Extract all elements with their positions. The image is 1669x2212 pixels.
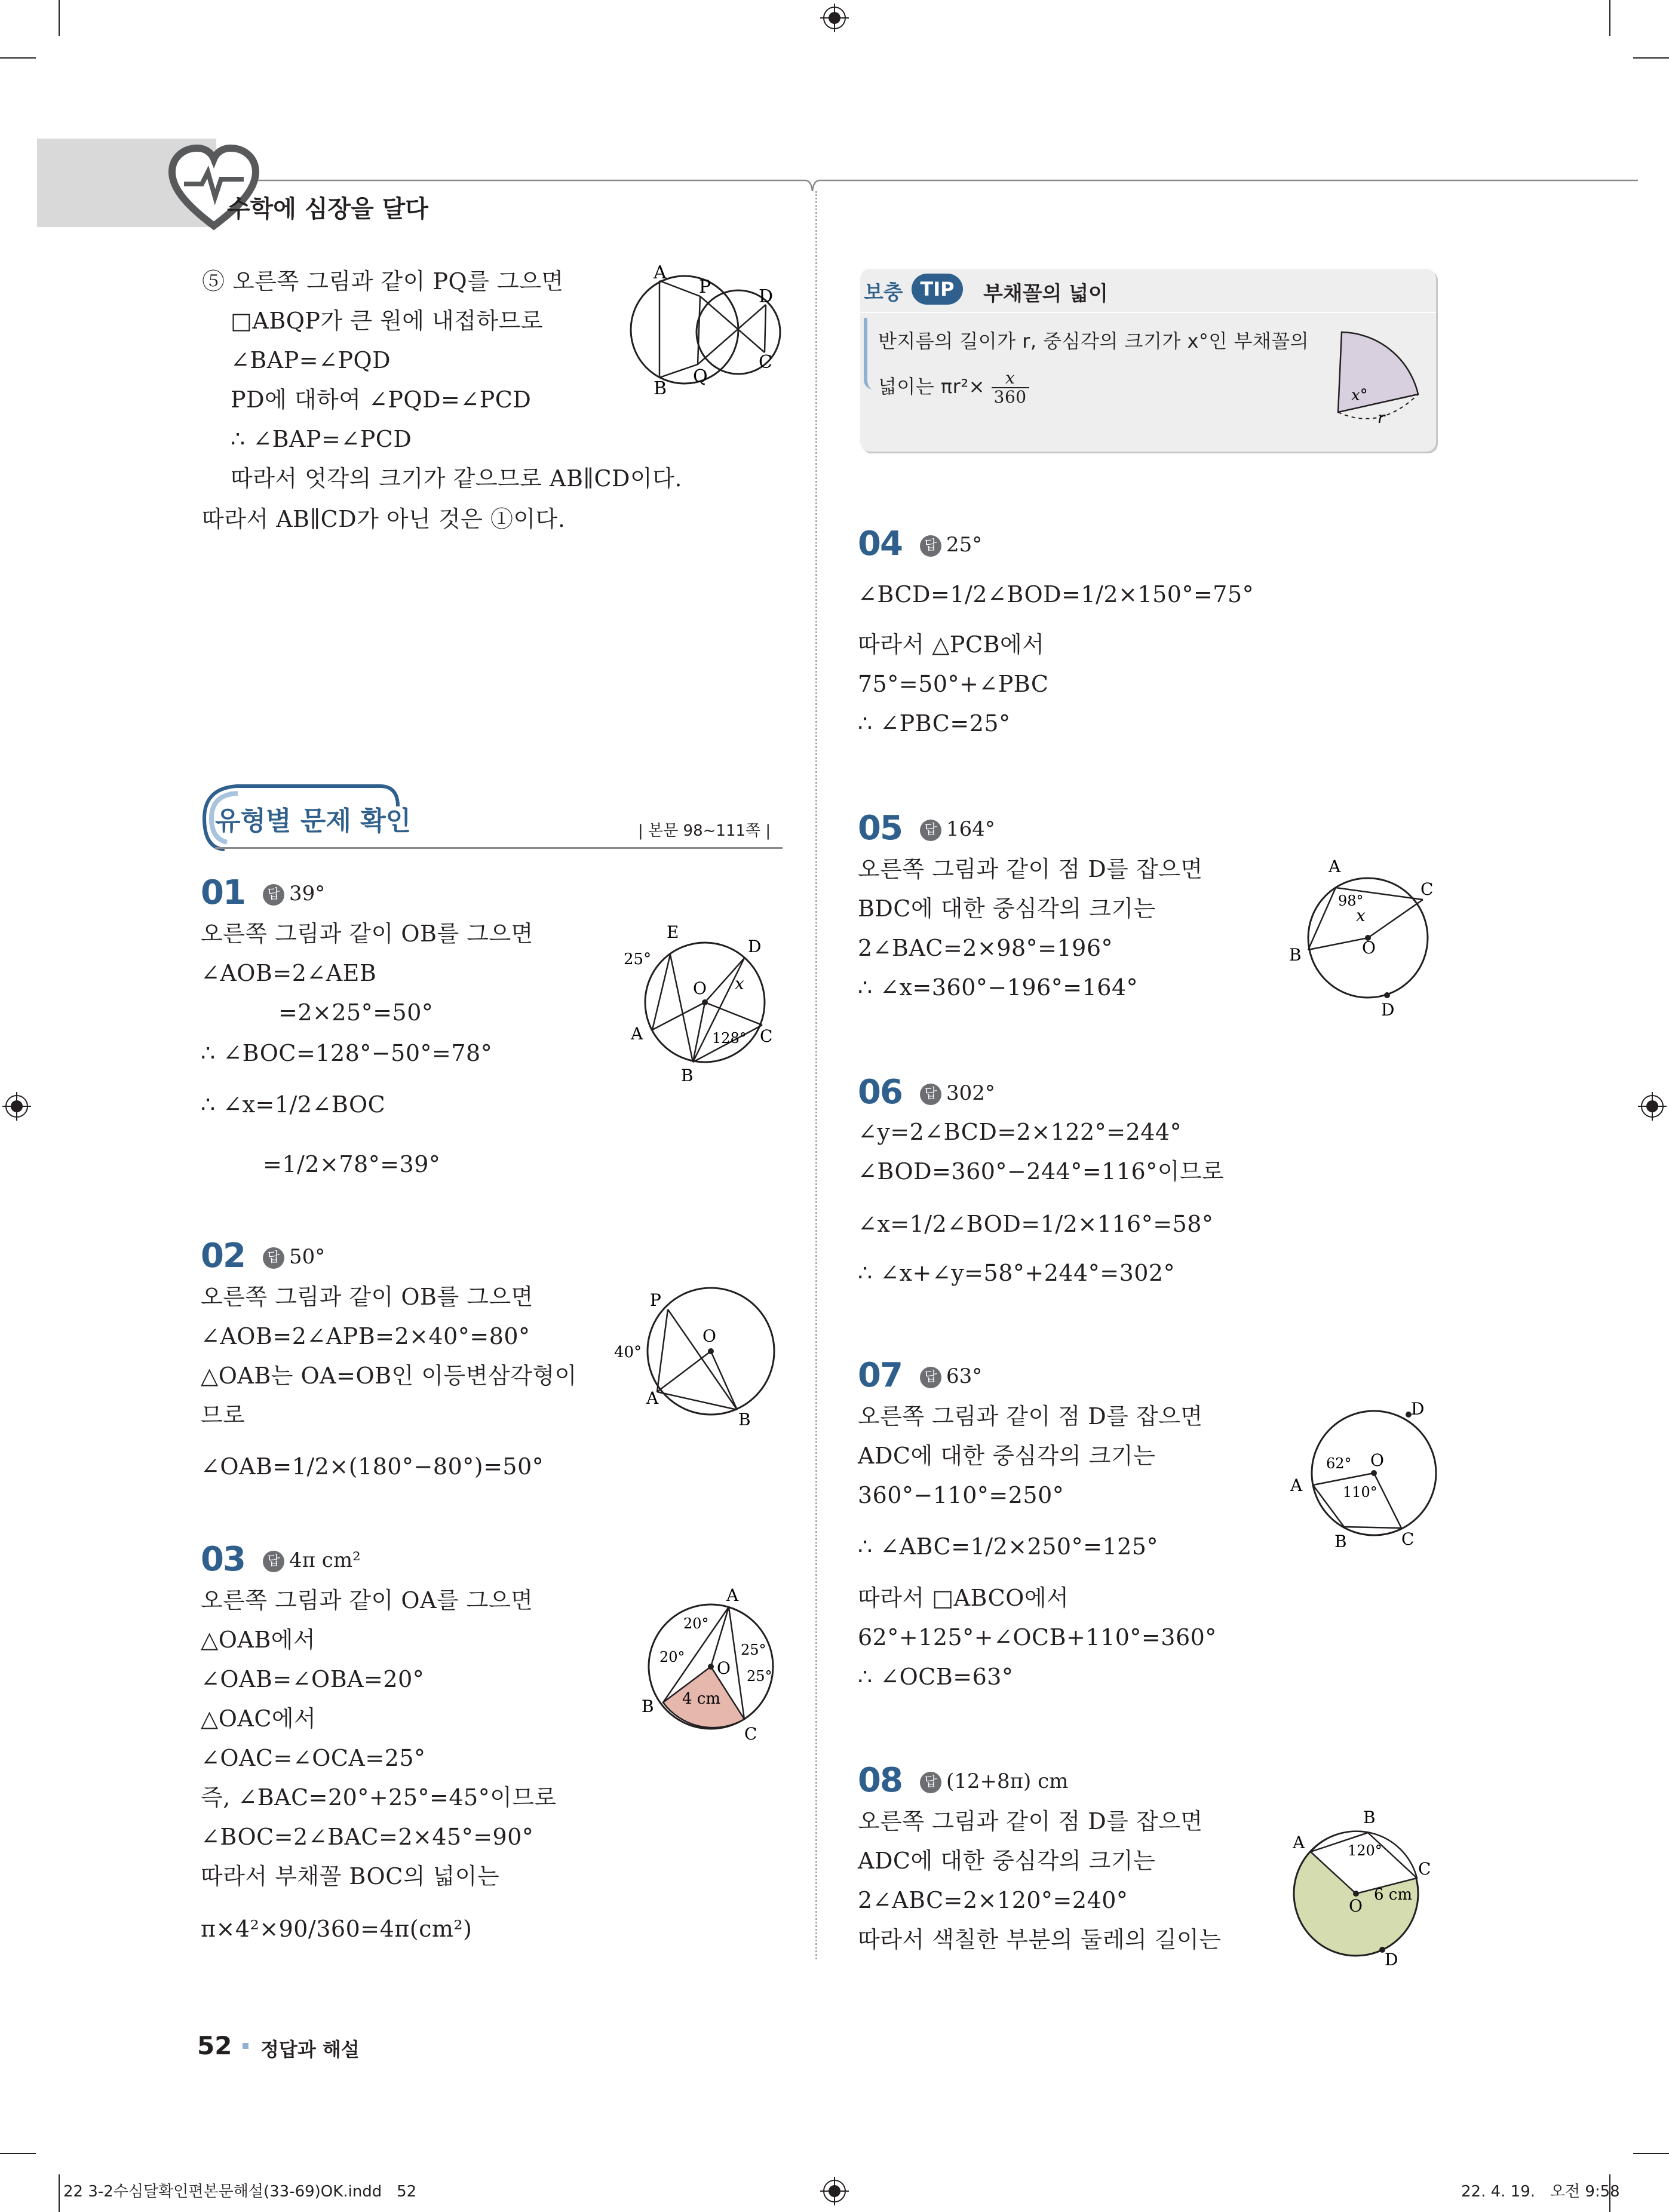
fig5-label: D	[759, 286, 774, 307]
fig05-label: 98°	[1338, 892, 1364, 909]
crop-mark	[0, 2153, 36, 2154]
fig01-label: D	[748, 937, 762, 956]
fig08-label: D	[1385, 1950, 1398, 1965]
fig07-label: D	[1411, 1399, 1425, 1419]
solution-line: 따라서 △PCB에서	[858, 631, 1045, 658]
fig03-label: 4 cm	[682, 1690, 721, 1708]
solution-line: ∠y=2∠BCD=2×122°=244°	[858, 1119, 1182, 1145]
fig01-label: E	[667, 922, 679, 942]
tip-frac-num: x	[992, 369, 1029, 388]
answer	[920, 817, 995, 841]
fig03-label: A	[726, 1585, 739, 1605]
fig05-label: C	[1421, 879, 1434, 899]
answer-badge: 답	[920, 1084, 941, 1105]
solution-line: ∠x=1/2∠BOD=1/2×116°=58°	[858, 1211, 1214, 1237]
fig03-label: 20°	[683, 1615, 709, 1632]
fig01-label: x	[735, 974, 744, 993]
solution-line: ∠AOB=2∠AEB	[201, 960, 377, 986]
figure-01	[621, 920, 789, 1087]
fig03-label: B	[642, 1696, 654, 1716]
fig07-label: 110°	[1343, 1484, 1377, 1501]
section-ref-text: 본문 98~111쪽	[648, 822, 761, 840]
answer	[920, 1364, 982, 1388]
solution-line: ∠BOC=2∠BAC=2×45°=90°	[201, 1824, 534, 1850]
fig08-label: C	[1418, 1859, 1431, 1879]
problem-number: 08	[858, 1761, 902, 1800]
fig01-label: 128°	[712, 1030, 747, 1047]
solution-line: 360°−110°=250°	[858, 1482, 1064, 1508]
intro-line: ⑤ 오른쪽 그림과 같이 PQ를 그으면	[202, 268, 564, 294]
answer-badge: 답	[920, 820, 941, 841]
solution-line: △OAC에서	[201, 1705, 317, 1732]
section-ref: | 본문 98~111쪽 |	[638, 822, 771, 840]
brand-title: 수학에 심장을 달다	[227, 195, 428, 223]
fig5-label: B	[654, 378, 667, 399]
answer-value: 302°	[946, 1081, 995, 1105]
solution-line: ∠BOD=360°−244°=116°이므로	[858, 1158, 1225, 1185]
intro-line: 따라서 엇각의 크기가 같으므로 AB∥CD이다.	[231, 465, 682, 492]
solution-line: △OAB에서	[201, 1627, 316, 1653]
figure-03	[633, 1583, 789, 1744]
answer-value: 4π cm²	[289, 1548, 361, 1572]
registration-mark-bottom	[820, 2177, 849, 2205]
solution-line: ∠OAC=∠OCA=25°	[201, 1745, 426, 1771]
solution-line: ∴ ∠OCB=63°	[858, 1664, 1014, 1690]
fig08-label: A	[1293, 1833, 1305, 1852]
solution-line: △OAB는 OA=OB인 이등변삼각형이	[201, 1363, 577, 1389]
problem-number: 06	[858, 1073, 902, 1112]
fig05-label: O	[1362, 938, 1376, 958]
fig07-label: A	[1290, 1475, 1303, 1495]
tip-fraction	[992, 369, 1029, 406]
solution-line: ADC에 대한 중심각의 크기는	[858, 1848, 1156, 1874]
solution-line: BDC에 대한 중심각의 크기는	[858, 895, 1156, 922]
footer-square	[243, 2043, 248, 2049]
answer-badge: 답	[263, 1247, 284, 1269]
solution-line: π×4²×90/360=4π(cm²)	[201, 1916, 473, 1942]
fig01-label: A	[631, 1024, 643, 1044]
answer	[920, 1081, 995, 1105]
fig08-label: B	[1363, 1808, 1376, 1827]
tip-line2	[878, 369, 1029, 406]
fig07-label: C	[1401, 1529, 1415, 1549]
answer	[263, 1548, 361, 1572]
fig02-label: 40°	[614, 1343, 642, 1361]
answer	[263, 1245, 325, 1269]
solution-line: 62°+125°+∠OCB+110°=360°	[858, 1624, 1217, 1650]
answer	[920, 1769, 1068, 1793]
answer	[920, 533, 982, 557]
figure-two-circles	[609, 263, 789, 400]
fig5-label: C	[759, 352, 772, 373]
crop-mark	[0, 57, 36, 59]
solution-line: ∠BCD=1/2∠BOD=1/2×150°=75°	[858, 581, 1254, 608]
solution-line: ∠AOB=2∠APB=2×40°=80°	[201, 1323, 530, 1349]
solution-line: 므로	[201, 1402, 246, 1428]
fig01-label: O	[693, 978, 707, 998]
answer-value: 39°	[289, 882, 326, 906]
answer-badge: 답	[920, 535, 941, 557]
tip-fig-label: r	[1377, 409, 1385, 427]
page-number: 52	[197, 2031, 232, 2060]
tip-badge-a: 보충	[864, 281, 903, 305]
problem-number: 03	[201, 1540, 245, 1579]
solution-line: 오른쪽 그림과 같이 OA를 그으면	[201, 1587, 533, 1613]
fig5-label: P	[699, 277, 711, 297]
tip-line1: 반지름의 길이가 r, 중심각의 크기가 x°인 부채꼴의	[878, 330, 1309, 352]
solution-line: ∴ ∠x=1/2∠BOC	[201, 1091, 386, 1118]
figure-08	[1284, 1804, 1434, 1965]
fig03-label: 25°	[741, 1642, 766, 1658]
column-divider	[815, 191, 817, 1959]
answer-value: 164°	[946, 817, 995, 841]
solution-line: 75°=50°+∠PBC	[858, 671, 1049, 697]
fig05-label: x	[1356, 906, 1366, 925]
problem-number: 05	[858, 809, 902, 848]
fig01-label: C	[760, 1026, 773, 1046]
fig07-label: 62°	[1326, 1455, 1352, 1472]
tip-frac-den: 360	[993, 387, 1027, 407]
figure-05	[1284, 854, 1434, 1021]
answer-badge: 답	[920, 1367, 941, 1388]
fig02-label: A	[646, 1388, 659, 1408]
solution-line: ∠OAB=1/2×(180°−80°)=50°	[201, 1453, 544, 1480]
solution-line: 따라서 색칠한 부분의 둘레의 길이는	[858, 1926, 1222, 1953]
figure-02	[609, 1284, 789, 1434]
solution-line: 오른쪽 그림과 같이 점 D를 잡으면	[858, 856, 1203, 882]
solution-line: 따라서 □ABCO에서	[858, 1585, 1069, 1611]
solution-line: ADC에 대한 중심각의 크기는	[858, 1443, 1156, 1469]
timestamp: 22. 4. 19. 오전 9:58	[1461, 2183, 1620, 2201]
problem-number: 07	[858, 1356, 902, 1395]
tip-line2-text: 넓이는 πr²×	[878, 375, 985, 398]
solution-line: 즉, ∠BAC=20°+25°=45°이므로	[201, 1784, 557, 1811]
tip-fig-label: x°	[1351, 386, 1368, 404]
fig07-label: O	[1370, 1450, 1384, 1470]
solution-line: ∴ ∠PBC=25°	[858, 710, 1011, 737]
fig05-label: D	[1381, 1000, 1395, 1020]
answer-badge: 답	[263, 1551, 284, 1572]
solution-line: 오른쪽 그림과 같이 OB를 그으면	[201, 1284, 533, 1310]
crop-mark	[1633, 57, 1669, 59]
answer-value: 63°	[946, 1364, 983, 1388]
fig03-label: 20°	[659, 1649, 685, 1665]
section-title: 유형별 문제 확인	[215, 806, 412, 836]
answer-value: 25°	[946, 533, 983, 557]
crop-mark	[1633, 2153, 1669, 2154]
tip-rule	[860, 312, 1436, 313]
intro-line: 따라서 AB∥CD가 아닌 것은 ①이다.	[202, 506, 566, 532]
solution-line: ∴ ∠BOC=128°−50°=78°	[201, 1040, 493, 1066]
crop-mark	[1609, 0, 1610, 36]
registration-mark-right	[1638, 1092, 1667, 1121]
fig5-label: A	[654, 263, 667, 283]
crop-mark	[59, 2174, 60, 2212]
solution-line: ∠OAB=∠OBA=20°	[201, 1666, 425, 1692]
fig08-label: 120°	[1348, 1842, 1382, 1859]
solution-line: ∴ ∠x=360°−196°=164°	[858, 974, 1139, 1001]
intro-line: ∴ ∠BAP=∠PCD	[231, 426, 412, 452]
figure-sector	[1326, 329, 1428, 430]
solution-line: 오른쪽 그림과 같이 OB를 그으면	[201, 921, 533, 947]
fig08-label: 6 cm	[1374, 1886, 1413, 1904]
solution-line: =2×25°=50°	[278, 999, 434, 1026]
fig02-label: O	[702, 1326, 716, 1346]
solution-line: 2∠ABC=2×120°=240°	[858, 1887, 1128, 1913]
tip-badge-b: TIP	[912, 274, 963, 305]
fig05-label: B	[1289, 945, 1302, 965]
fig02-label: B	[738, 1410, 751, 1429]
solution-line: 따라서 부채꼴 BOC의 넓이는	[201, 1863, 500, 1889]
answer-badge: 답	[263, 884, 284, 906]
fig08-label: O	[1349, 1896, 1363, 1916]
solution-line: =1/2×78°=39°	[263, 1151, 441, 1177]
intro-line: PD에 대하여 ∠PQD=∠PCD	[231, 386, 532, 413]
answer	[263, 882, 325, 906]
fig03-label: C	[744, 1724, 757, 1744]
solution-line: 오른쪽 그림과 같이 점 D를 잡으면	[858, 1403, 1203, 1429]
fig03-label: O	[717, 1658, 731, 1678]
solution-line: ∴ ∠x+∠y=58°+244°=302°	[858, 1260, 1176, 1286]
intro-line: □ABQP가 큰 원에 내접하므로	[231, 308, 544, 334]
solution-line: ∴ ∠ABC=1/2×250°=125°	[858, 1533, 1158, 1560]
registration-mark-top	[820, 4, 849, 32]
file-name: 22 3-2수심달확인편본문해설(33-69)OK.indd 52	[63, 2183, 417, 2201]
answer-value: 50°	[289, 1245, 326, 1269]
fig03-label: 25°	[747, 1668, 772, 1685]
problem-number: 02	[201, 1237, 245, 1275]
crop-mark	[59, 0, 60, 36]
tip-title: 부채꼴의 넓이	[983, 282, 1108, 306]
solution-line: 오른쪽 그림과 같이 점 D를 잡으면	[858, 1808, 1203, 1834]
fig5-label: Q	[693, 366, 708, 387]
fig01-label: 25°	[624, 950, 652, 968]
fig05-label: A	[1329, 857, 1341, 876]
solution-line: 2∠BAC=2×98°=196°	[858, 935, 1113, 961]
problem-number: 04	[858, 524, 902, 563]
answer-value: (12+8π) cm	[946, 1769, 1069, 1793]
fig07-label: B	[1334, 1532, 1347, 1551]
intro-line: ∠BAP=∠PQD	[231, 347, 391, 373]
answer-badge: 답	[920, 1772, 941, 1793]
problem-number: 01	[201, 873, 245, 912]
fig02-label: P	[650, 1290, 661, 1310]
figure-07	[1284, 1398, 1440, 1559]
page-label: 정답과 해설	[260, 2038, 360, 2061]
registration-mark-left	[2, 1092, 31, 1121]
fig01-label: B	[681, 1066, 694, 1085]
section-rule	[215, 847, 783, 849]
tip-accent	[864, 318, 873, 389]
